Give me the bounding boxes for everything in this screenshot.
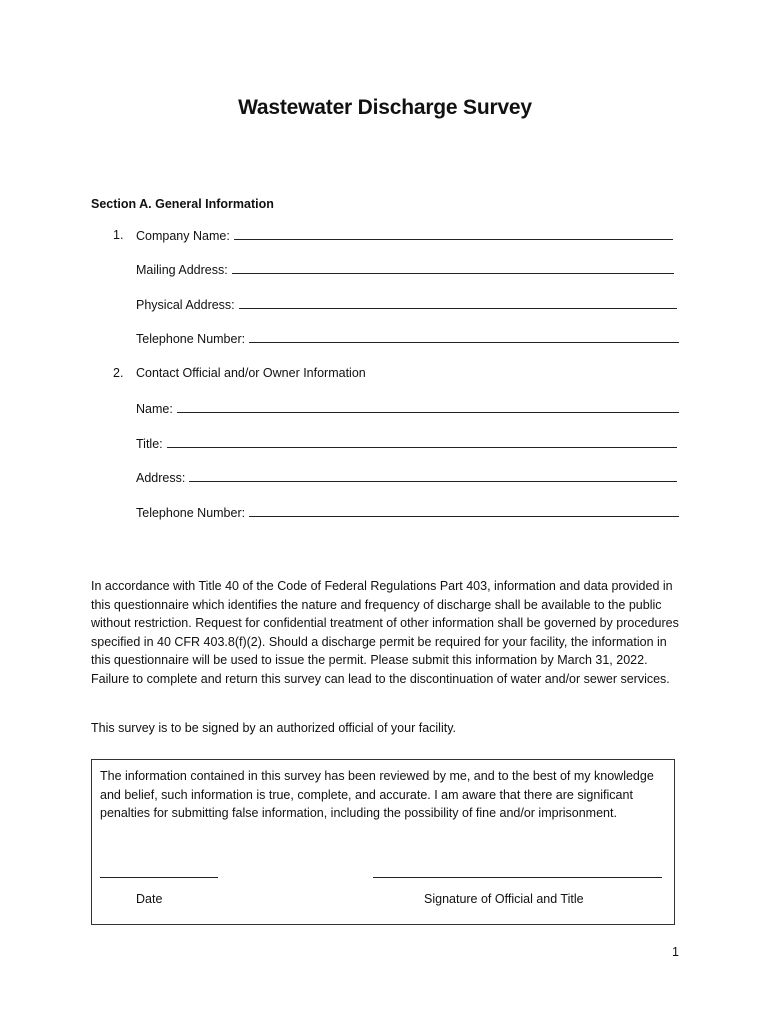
contact-telephone-field[interactable]	[136, 505, 679, 520]
mailing-address-label: Mailing Address:	[136, 263, 228, 277]
company-name-label: Company Name:	[136, 229, 230, 243]
contact-official-heading: Contact Official and/or Owner Information	[136, 366, 366, 380]
notice-paragraph: In accordance with Title 40 of the Code of Federal Regulations Part 403, information and data provided in this questionnaire which identifies the nature and frequency of discharge shall be available to the public without restriction. Request for confidential treatment of other information shall be governed by procedures specified in 40 CFR 403.8(f)(2). Should a discharge permit be required for your facility, the information in this questionnaire will be used to issue the permit. Please submit this information by March 31, 2022. Failure to complete and return this survey can lead to the discontinuation of water and/or sewer services.	[91, 579, 679, 686]
contact-title-blank[interactable]	[167, 436, 677, 448]
company-name-blank[interactable]	[234, 228, 673, 240]
signing-note: This survey is to be signed by an authorized official of your facility.	[91, 721, 456, 735]
certification-box	[91, 759, 675, 925]
contact-name-field[interactable]	[136, 401, 679, 416]
signature-label: Signature of Official and Title	[424, 892, 584, 906]
contact-address-blank[interactable]	[189, 470, 677, 482]
mailing-address-field[interactable]	[136, 262, 674, 277]
contact-name-label: Name:	[136, 402, 173, 416]
page-number: 1	[672, 945, 679, 959]
company-telephone-field[interactable]	[136, 331, 679, 346]
contact-title-label: Title:	[136, 437, 163, 451]
contact-name-blank[interactable]	[177, 401, 679, 413]
contact-telephone-label: Telephone Number:	[136, 506, 246, 520]
physical-address-label: Physical Address:	[136, 298, 235, 312]
company-telephone-blank[interactable]	[249, 331, 679, 343]
contact-title-field[interactable]	[136, 436, 677, 451]
physical-address-blank[interactable]	[239, 297, 677, 309]
signature-line[interactable]	[373, 876, 662, 878]
document-title: Wastewater Discharge Survey	[238, 96, 532, 119]
item-2-number: 2.	[113, 366, 124, 380]
mailing-address-blank[interactable]	[232, 262, 674, 274]
section-a-heading: Section A. General Information	[91, 197, 274, 211]
item-1-number: 1.	[113, 228, 124, 242]
date-line[interactable]	[100, 876, 218, 878]
company-name-field[interactable]	[136, 228, 673, 243]
contact-address-field[interactable]	[136, 470, 677, 485]
contact-telephone-blank[interactable]	[249, 505, 679, 517]
certification-text: The information contained in this survey has been reviewed by me, and to the best of my knowledge and belief, such information is true, complete, and accurate. I am aware that there are significant penalties for submitting false information, including the possibility of fine and/or imprisonment.	[100, 769, 654, 821]
date-label: Date	[136, 892, 163, 906]
contact-address-label: Address:	[136, 471, 186, 485]
company-telephone-label: Telephone Number:	[136, 332, 246, 346]
physical-address-field[interactable]	[136, 297, 677, 312]
